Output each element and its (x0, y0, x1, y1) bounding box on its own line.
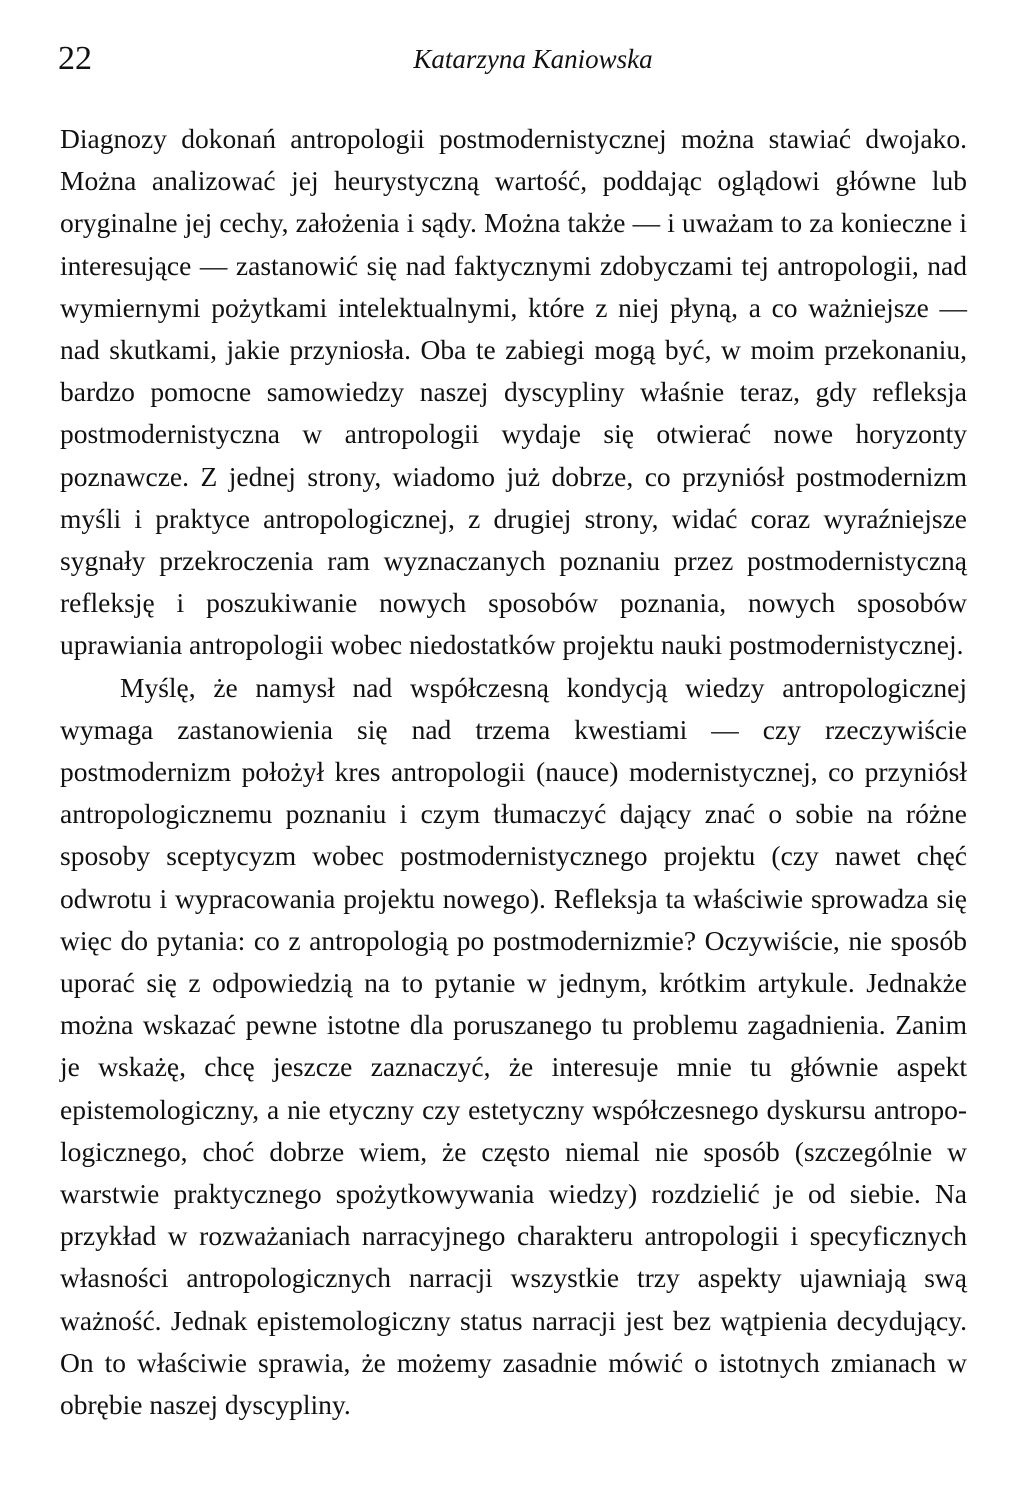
paragraph-1: Diagnozy dokonań antropologii postmodernistycznej można stawiać dwojako. Można analizować jej heurystyczną wartość, poddając oglądowi główne lub oryginalne jej cechy, założenia i sądy. Można także — i uważam to za konieczne i interesujące — zastanowić się nad faktycznymi zdobyczami tej antropologii, nad wymiernymi pożytkami intelektualnymi, które z niej płyną, a co ważniejsze — nad skutkami, jakie przyniosła. Oba te zabiegi mogą być, w moim przekonaniu, bardzo pomocne samowiedzy naszej dyscypliny właśnie teraz, gdy refleksja postmodernistyczna w antropologii wydaje się otwierać nowe horyzonty poznawcze. Z jednej strony, wiadomo już dobrze, co przyniósł postmodernizm myśli i praktyce antropologicznej, z drugiej strony, widać coraz wyraźniejsze sygnały przekroczenia ram wyznaczanych poznaniu przez postmodernistyczną refleksję i poszukiwanie nowych sposobów poznania, nowych sposobów uprawiania antropologii wobec niedostatków projektu nauki postmodernistycznej. (60, 123, 967, 661)
running-head-author: Katarzyna Kaniowska (413, 44, 653, 74)
paragraph-2: Myślę, że namysł nad współczesną kondycją wiedzy antropologicznej wymaga zastanowienia się nad trzema kwestiami — czy rzeczywiście postmodernizm położył kres antropologii (nauce) modernistycznej, co przyniósł antropologicznemu poznaniu i czym tłumaczyć dający znać o sobie na różne sposoby sceptycyzm wobec postmodernistycznego projektu (czy nawet chęć odwrotu i wypracowania projektu nowego). Refleksja ta właściwie sprowadza się więc do pytania: co z antropologią po postmodernizmie? Oczywiście, nie sposób uporać się z odpowiedzią na to pytanie w jednym, krótkim artykule. Jednakże można wskazać pewne istotne dla poruszanego tu problemu zagadnienia. Zanim je wskażę, chcę jeszcze zaznaczyć, że interesuje mnie tu głównie aspekt epistemologiczny, a nie etyczny czy estetyczny współczesnego dyskursu antropologicznego, choć dobrze wiem, że często niemal nie sposób (szczególnie w warstwie praktycznego spożytkowywania wiedzy) rozdzielić je od siebie. Na przykład w rozważaniach narracyjnego charakteru antropologii i specyficznych własności antropologicznych narracji wszystkie trzy aspekty ujawniają swą ważność. Jednak epistemologiczny status narracji jest bez wątpienia decydujący. On to właściwie sprawia, że możemy zasadnie mówić o istotnych zmianach w obrębie naszej dyscypliny. (60, 671, 967, 1421)
page-header (58, 36, 968, 82)
page-number: 22 (58, 40, 92, 77)
body-text (60, 118, 967, 1426)
